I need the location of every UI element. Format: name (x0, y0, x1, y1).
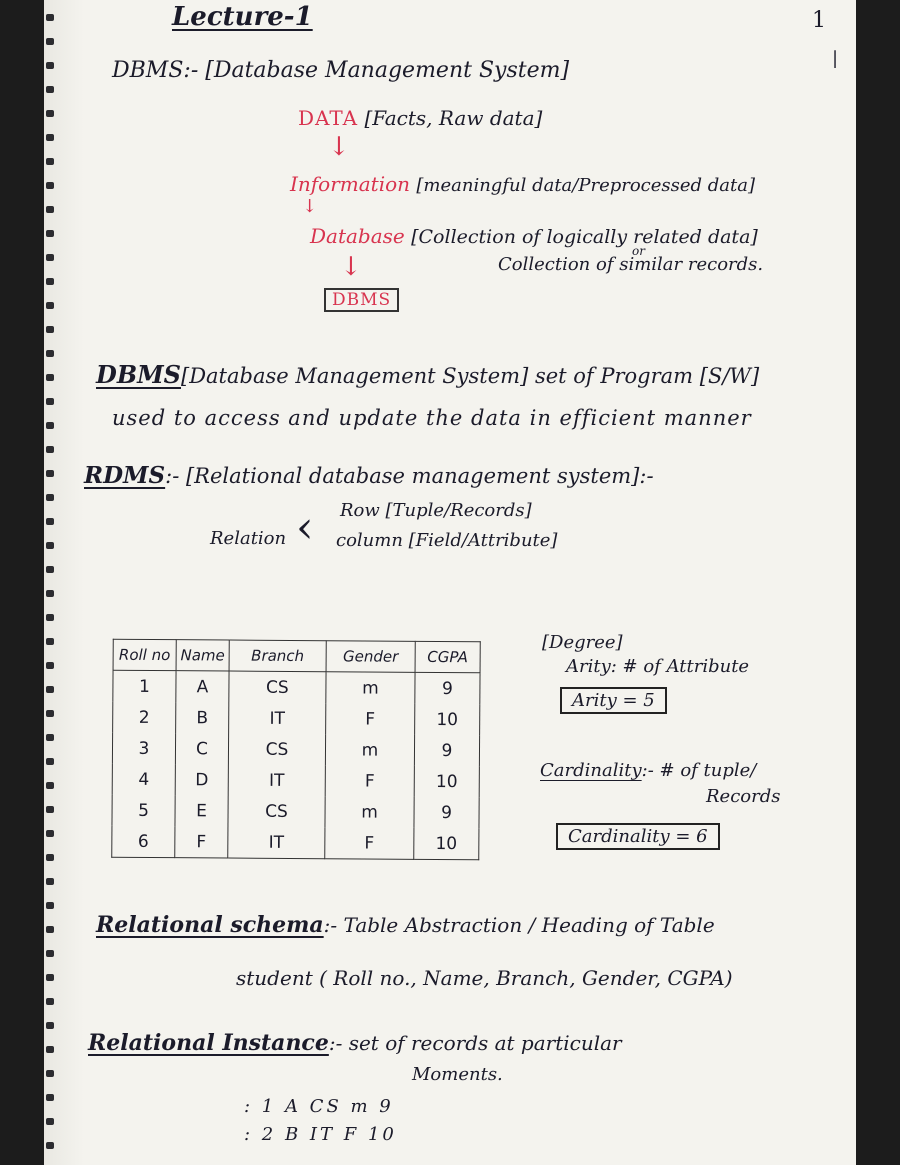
table-cell: m (325, 734, 414, 766)
binding-hole (46, 134, 54, 141)
instance-row-1: : 1 A CS m 9 (244, 1096, 394, 1117)
dbms-definition-line2: used to access and update the data in efficient manner (112, 406, 752, 430)
flow-dbms-label: DBMS (324, 288, 399, 312)
binding-hole (46, 398, 54, 405)
binding-hole (46, 1094, 54, 1101)
relational-schema-term: Relational schema (96, 912, 324, 938)
binding-hole (46, 110, 54, 117)
database-note: Collection of similar records. (498, 254, 764, 275)
binding-hole (46, 878, 54, 885)
table-cell: 9 (414, 797, 479, 828)
arity-value-box (560, 690, 667, 711)
binding-hole (46, 686, 54, 693)
flow-arrow-1: ↓ (328, 132, 350, 162)
table-cell: 9 (415, 672, 480, 704)
spiral-binding (44, 0, 58, 1165)
flow-information-term: Information (290, 172, 411, 196)
binding-hole (46, 926, 54, 933)
flow-database-desc: [Collection of logically related data] (411, 226, 758, 248)
relational-instance-text: :- set of records at particular (328, 1031, 622, 1055)
instance-row-2: : 2 B IT F 10 (244, 1124, 397, 1145)
binding-hole (46, 206, 54, 213)
cardinality-term: Cardinality (540, 760, 642, 781)
table-row (113, 670, 480, 704)
binding-hole (46, 974, 54, 981)
table-cell: 5 (112, 795, 175, 826)
table-cell: 3 (112, 733, 175, 764)
table-cell: CS (228, 734, 325, 766)
relation-row: Row [Tuple/Records] (340, 500, 532, 521)
binding-hole (46, 326, 54, 333)
table-cell: IT (228, 765, 325, 797)
page-margin-tick: | (832, 48, 839, 69)
table-cell: CS (229, 671, 326, 703)
binding-hole (46, 710, 54, 717)
flow-data (298, 106, 542, 130)
table-row (112, 826, 479, 860)
cardinality-def-text: :- # of tuple/ (641, 760, 757, 781)
binding-hole (46, 518, 54, 525)
table-row (112, 795, 479, 829)
table-cell: F (325, 765, 414, 797)
binding-hole (46, 614, 54, 621)
binding-hole (46, 446, 54, 453)
relational-instance-moments: Moments. (412, 1064, 503, 1085)
database-or: or (632, 244, 645, 258)
binding-hole (46, 662, 54, 669)
table-header-cell: CGPA (415, 641, 480, 672)
degree-label: [Degree] (542, 632, 623, 653)
binding-hole (46, 1070, 54, 1077)
table-row (113, 702, 480, 736)
table-cell: C (175, 733, 228, 764)
table-cell: 10 (415, 704, 480, 735)
binding-hole (46, 350, 54, 357)
dbms-heading: DBMS:- [Database Management System] (112, 58, 570, 83)
flow-dbms-box (324, 290, 399, 310)
relational-schema-line (96, 912, 715, 938)
student-relation-table (111, 639, 481, 861)
arity-value: Arity = 5 (560, 687, 667, 714)
binding-hole (46, 902, 54, 909)
relational-schema-example: student ( Roll no., Name, Branch, Gender, CGPA) (236, 966, 733, 990)
binding-hole (46, 854, 54, 861)
flow-data-desc: [Facts, Raw data] (364, 106, 543, 130)
binding-hole (46, 590, 54, 597)
table-header-cell: Roll no (113, 639, 176, 670)
table-cell: 6 (112, 826, 175, 858)
table-cell: 2 (113, 702, 176, 733)
rdms-term: RDMS (84, 462, 166, 489)
table-cell: F (175, 826, 228, 858)
binding-hole (46, 566, 54, 573)
table-header-cell: Name (176, 640, 229, 671)
binding-hole (46, 302, 54, 309)
table-header-row (113, 639, 480, 673)
table-cell: IT (229, 703, 326, 735)
flow-information (290, 172, 755, 196)
binding-hole (46, 1118, 54, 1125)
relation-label: Relation (210, 528, 287, 549)
binding-hole (46, 950, 54, 957)
table-cell: B (176, 702, 229, 733)
binding-hole (46, 62, 54, 69)
rdms-heading (84, 462, 654, 489)
binding-hole (46, 14, 54, 21)
flow-data-term: DATA (298, 106, 359, 130)
dbms-definition-term: DBMS (96, 360, 181, 389)
binding-hole (46, 158, 54, 165)
binding-hole (46, 734, 54, 741)
table-cell: F (326, 703, 415, 735)
binding-hole (46, 542, 54, 549)
table-cell: IT (228, 827, 325, 859)
relational-schema-text: :- Table Abstraction / Heading of Table (323, 913, 715, 937)
binding-hole (46, 230, 54, 237)
binding-hole (46, 374, 54, 381)
table-header-cell: Branch (229, 640, 326, 672)
table-cell: F (325, 827, 414, 859)
flow-arrow-3: ↓ (340, 252, 362, 282)
table-cell: 10 (414, 828, 479, 860)
binding-hole (46, 494, 54, 501)
binding-hole (46, 782, 54, 789)
binding-hole (46, 758, 54, 765)
dbms-definition-line1 (96, 360, 759, 389)
table-cell: E (175, 795, 228, 826)
flow-arrow-2: ↓ (302, 196, 318, 217)
relation-column: column [Field/Attribute] (336, 530, 558, 551)
cardinality-def-records: Records (706, 786, 781, 807)
binding-hole (46, 38, 54, 45)
table-cell: m (326, 672, 415, 704)
flow-information-desc: [meaningful data/Preprocessed data] (416, 175, 756, 196)
arity-definition: Arity: # of Attribute (566, 656, 750, 677)
table-cell: m (325, 796, 414, 828)
binding-hole (46, 830, 54, 837)
table-cell: A (176, 671, 229, 703)
relational-instance-line (88, 1030, 622, 1056)
dbms-definition-text: [Database Management System] set of Program [S/W] (181, 364, 760, 388)
table-cell: D (175, 764, 228, 795)
binding-hole (46, 1046, 54, 1053)
table-cell: 4 (112, 764, 175, 795)
table-cell: 10 (414, 766, 479, 797)
table-cell: 1 (113, 670, 176, 702)
rdms-heading-text: :- [Relational database management system]:- (165, 464, 654, 488)
relational-instance-term: Relational Instance (88, 1030, 329, 1056)
flow-database (310, 224, 758, 248)
cardinality-value: Cardinality = 6 (556, 823, 720, 850)
lecture-title: Lecture-1 (172, 2, 313, 32)
page-number: 1 (812, 8, 826, 33)
cardinality-definition (540, 760, 756, 781)
table-header-cell: Gender (326, 641, 415, 673)
binding-hole (46, 278, 54, 285)
binding-hole (46, 806, 54, 813)
table-row (112, 733, 479, 767)
binding-hole (46, 86, 54, 93)
table-row (112, 764, 479, 798)
cardinality-value-box (556, 826, 720, 847)
table-cell: 9 (414, 735, 479, 766)
binding-hole (46, 638, 54, 645)
binding-hole (46, 1142, 54, 1149)
table-body (112, 670, 480, 860)
table-cell: CS (228, 796, 325, 828)
binding-hole (46, 1022, 54, 1029)
binding-hole (46, 182, 54, 189)
flow-database-term: Database (310, 224, 405, 248)
binding-hole (46, 998, 54, 1005)
binding-hole (46, 422, 54, 429)
binding-hole (46, 254, 54, 261)
binding-hole (46, 470, 54, 477)
relation-brace: ‹ (296, 502, 314, 553)
